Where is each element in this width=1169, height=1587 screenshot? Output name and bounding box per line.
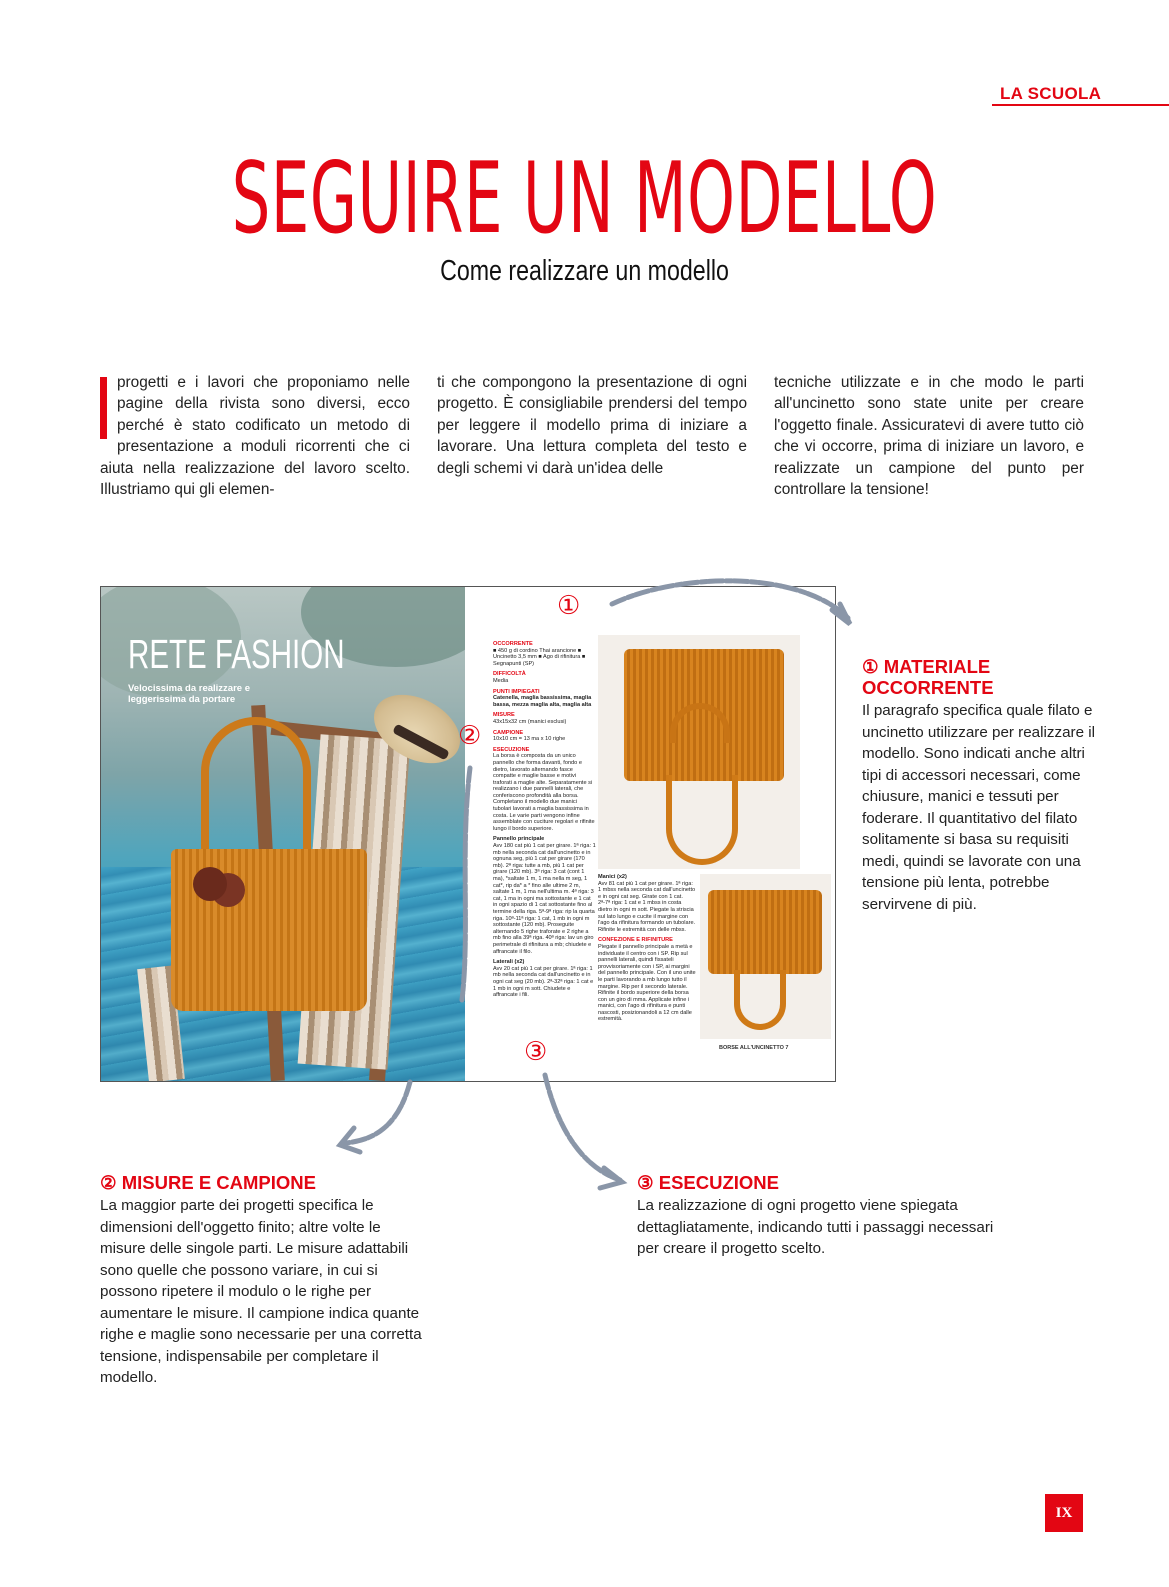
bag-detail-photo-2 [700, 874, 831, 1039]
spread-heading: ESECUZIONE [493, 746, 530, 753]
intro-text-1: progetti e i lavori che proponiamo nelle pagine della rivista sono diversi, ecco perché è stato codificato un metodo di presentazione a moduli ricorrenti che ci aiuta nella realizzazione del lavoro scelto. Illustriamo qui gli elemen- [100, 374, 410, 499]
intro-column-3: tecniche utilizzate e in che modo le parti all'uncinetto sono state unite per creare l'oggetto finale. Assicuratevi di avere tutto ciò che vi occorre, prima di iniziare un lavoro, e realizzate un campione del punto per controllare la tensione! [774, 374, 1084, 499]
spread-title: RETE FASHION [128, 631, 345, 677]
spread-heading: CAMPIONE [493, 729, 524, 736]
spread-heading: MISURE [493, 712, 515, 719]
magazine-spread-image [100, 586, 836, 1082]
spread-heading: OCCORRENTE [493, 641, 533, 647]
spread-paragraph: Avv 180 cat più 1 cat per girare. 1ª riga: 1 mb nella seconda cat dall'uncinetto e in ognuna seg, più 1 cat per girare (170 mb). 2ª riga: tutte a mb, più 1 cat per girare (120 mb). 3ª riga: 3 cat (cont 1 ma), *saltate 1 m, 1 ma nella m seg, 1 cat*, rip da* a * fino alle ultime 2 m, saltate 1 m, 1 ma nell'ultima m. 4ª riga: 3 cat, 1 ma in ogni ma sottostante e 1 cat in ogni spazio di 1 cat sottostante fino al termine della riga. 5ª-9ª riga: rip la quarta riga. 10ª-11ª riga: 1 cat, 1 mb in ogni m sottostante (120 mb). Proseguite alternando 5 righe traforate e 2 righe a mb fino alla 39ª riga. 40ª riga: lav un giro perimetrale di rifinitura a mb; chiudete e affrancate il filo. [493, 843, 596, 955]
sunglasses [193, 867, 227, 901]
spread-paragraph: Catenella, maglia bassissima, maglia bassa, mezza maglia alta, maglia alta [493, 695, 592, 708]
spread-heading: PUNTI IMPIEGATI [493, 688, 540, 695]
spread-subheading: Manici (x2) [598, 874, 627, 880]
arrowhead-3 [600, 1168, 622, 1188]
spread-paragraph: Media [493, 677, 509, 684]
spread-marker-3: ③ [524, 1037, 548, 1067]
spread-subtitle: Velocissima da realizzare e leggerissima da portare [128, 683, 250, 705]
intro-column-1 [100, 372, 410, 500]
spread-heading: DIFFICOLTÀ [493, 671, 526, 678]
spread-text-column-a [493, 637, 596, 999]
bag-detail-photo-1 [598, 635, 800, 869]
arrow-to-callout-3 [545, 1075, 620, 1180]
section-rule [992, 104, 1169, 106]
callout-body-misure: La maggior parte dei progetti specifica le dimensioni dell'oggetto finito; altre volte le misure delle singole parti. Le misure adattabili sono quelle che possono variare, in cui si possono ripetere il modulo o le righe per aumentare le misure. Il campione indica quante righe e maglie sono necessarie per una corretta tensione, indispensabile per completare il modello. [100, 1197, 422, 1386]
spread-photo [101, 587, 465, 1081]
spread-marker-2: ② [458, 721, 482, 751]
spread-subheading: Laterali (x2) [493, 959, 525, 966]
spread-subheading: Pannello principale [493, 836, 545, 843]
callout-body-materiale: Il paragrafo specifica quale filato e uncinetto utilizzare per realizzare il modello. Sono indicati anche altri tipi di accessori necessari, come chiusure, manici e tessuti per foderare. Il quantitativo del filato solitamente si basa su requisiti medi, quindi se lavorate con una tensione più lenta, potrebbe servirvene di più. [862, 702, 1095, 913]
callout-title-misure: ② MISURE E CAMPIONE [100, 1172, 316, 1193]
spread-marker-1: ① [557, 591, 581, 621]
drop-cap [100, 377, 107, 439]
bag-handle [201, 717, 311, 867]
spread-paragraph: 10x10 cm = 13 ma x 10 righe [493, 736, 566, 743]
spread-paragraph: ■ 450 g di cordino Thai arancione ■ Uncinetto 3,5 mm ■ Ago di rifinitura ■ Segnapunti (SP) [493, 647, 586, 667]
callout-title-materiale: ① MATERIALE OCCORRENTE [862, 656, 994, 698]
bag-handle [734, 970, 786, 1030]
callout-title-esecuzione: ③ ESECUZIONE [637, 1172, 779, 1193]
spread-paragraph: Avv 81 cat più 1 cat per girare. 1ª riga: 1 mbss nella seconda cat dall'uncinetto e in ogni cat seg. Girate con 1 cat. 2ª-7ª riga: 1 cat e 1 mbss in costa dietro in ogni m sott. Piegate la striscia sul lato lungo e cucite il margine con l'ago da rifinitura formando un tubolare. Rifinite le estremità con delle mbss. [598, 880, 696, 933]
arrowhead-2 [340, 1128, 360, 1152]
spread-paragraph: Piegate il pannello principale a metà e individuate il centro con i SP. Rip sul pannelli laterali, quindi fissateli provvisoriamente con i SP, ai margini del pannello principale. Con il uno unite le parti lavorando a mb lungo tutto il margine. Rip per il secondo laterale. Rifinite il bordo superiore della borsa con un giro di mma. Applicate infine i manici, con l'ago di rifinitura e punti nascosti, posizionandoli a 12 cm dalle estremità. [598, 943, 696, 1023]
arrow-to-callout-2 [345, 1082, 410, 1143]
spread-footer: BORSE ALL'UNCINETTO 7 [719, 1045, 789, 1051]
section-label: LA SCUOLA [1000, 84, 1102, 103]
page-title: SEGUIRE UN MODELLO [231, 142, 938, 256]
bag-side [708, 890, 822, 974]
spread-text-column-b [598, 874, 696, 1023]
bag-handle [666, 775, 738, 865]
spread-paragraph: La borsa è composta da un unico pannello che forma davanti, fondo e dietro, lavorato alternando fasce compatte e maglie basse e motivi traforati a maglie alte. Separatamente si realizzano i due pannelli laterali, che conferiscono profondità alla borsa. Completano il modello due manici tubolari lavorati a maglia bassissima in costa. Le varie parti vengono infine assemblate con cuciture regolari e rifinite lungo il bordo superiore. [493, 753, 595, 832]
spread-paragraph: Avv 20 cat più 1 cat per girare. 1ª riga: 1 mb nella seconda cat dall'uncinetto e in ogni cat seg (20 mb). 2ª-32ª riga: 1 cat e 1 mb in ogni m sott. Chiudete e affrancate i fili. [493, 965, 594, 999]
page-subtitle: Come realizzare un modello [440, 255, 729, 287]
page-number: IX [1045, 1494, 1083, 1532]
intro-column-2: ti che compongono la presentazione di ogni progetto. È consigliabile prendersi del tempo per leggere il modello prima di iniziare a lavorare. Una lettura completa del testo e degli schemi vi darà un'idea delle [437, 374, 747, 477]
spread-paragraph: 43x15x32 cm (manici esclusi) [493, 718, 567, 725]
callout-body-esecuzione: La realizzazione di ogni progetto viene spiegata dettagliatamente, indicando tutti i passaggi necessari per creare il progetto scelto. [637, 1197, 994, 1257]
spread-heading: CONFEZIONE E RIFINITURE [598, 937, 673, 944]
